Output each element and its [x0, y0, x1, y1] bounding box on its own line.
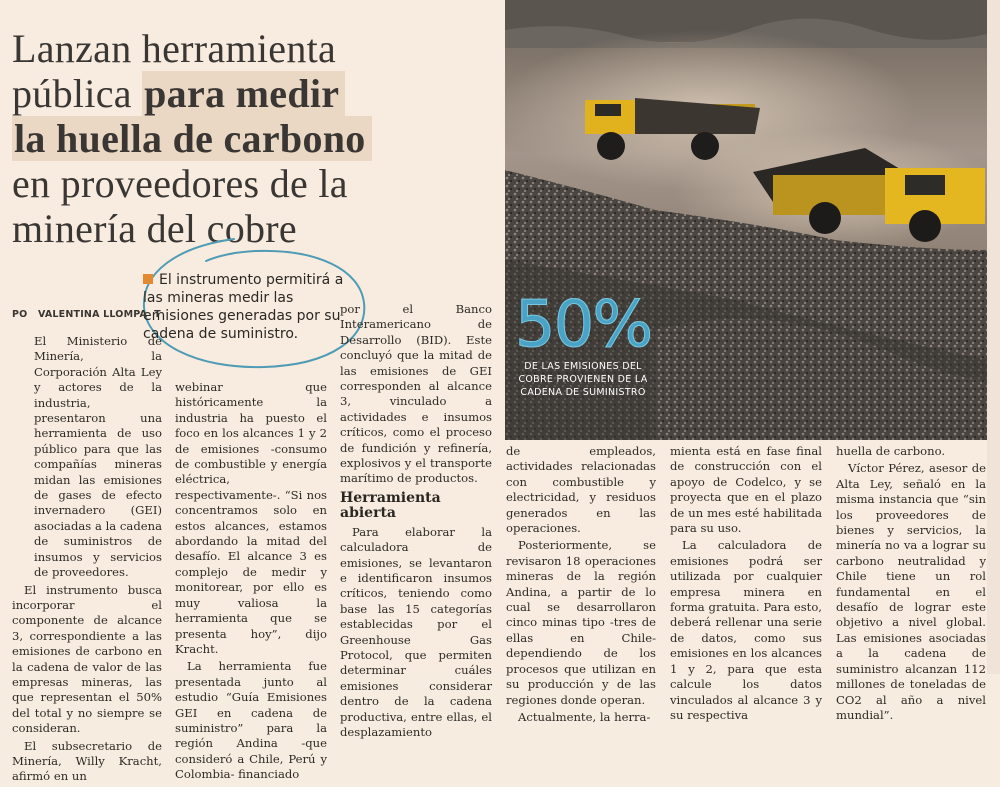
stat-number: 50% [514, 288, 652, 362]
paragraph: mienta está en fase final de construcción con el apoyo de Codelco, y se proyecta que en el plazo de un mes esté habilitada para su uso. [670, 444, 822, 536]
paragraph: Víctor Pérez, asesor de Alta Ley, señaló en la misma instancia que “sin los proveedores de bienes y servicios, la minería no va a lograr su carbono neutralidad y Chile tiene un rol fundamental en el desafío de lograr este objetivo a nivel global. Las emisiones asociadas a la cadena de suministro alcanzan 112 millones de toneladas de CO2 al año a nivel mundial”. [836, 461, 986, 722]
paragraph: El subsecretario de Minería, Willy Kracht, afirmó en un [12, 738, 162, 784]
column-1 [12, 334, 162, 787]
paragraph: El Ministerio de Minería, la Corporación Alta Ley y actores de la industria, presentaron una herramienta de uso público para que las compañías mineras midan las emisiones de gases de efecto invernadero (GEI) asociadas a la cadena de suministros de insumos y servicios de proveedores. [34, 334, 162, 580]
column-2 [175, 380, 327, 785]
headline-line-5: minería del cobre [12, 206, 297, 251]
paragraph: Actualmente, la herra- [518, 709, 651, 724]
paragraph: La herramienta fue presentada junto al estudio “Guía Emisiones GEI en cadena de suministro” para la región Andina -que consideró a Chile, Perú y Colombia- financiado [175, 659, 327, 782]
highlight-quote [143, 271, 358, 343]
headline [12, 26, 492, 251]
headline-line-3: la huella de carbono [12, 116, 372, 161]
column-3 [340, 302, 492, 742]
paragraph: El instrumento busca incorporar el componente de alcance 3, correspondiente a las emisiones de carbono en la cadena de valor de las empresas mineras, las que representan el 50% del total y no siempre se consideran. [12, 582, 162, 736]
headline-line-4: en proveedores de la [12, 161, 348, 206]
paragraph: de empleados, actividades relacionadas con combustible y electricidad, y residuos generados en las operaciones. [506, 444, 656, 536]
highlight-text: El instrumento permitirá a las mineras medir las emisiones generadas por su cadena de suministro. [143, 272, 344, 342]
paragraph: Posteriormente, se revisaron 18 operaciones mineras de la región Andina, a partir de lo cual se desarrollaron cinco minas tipo -tres de ellas en Chile- dependiendo de los procesos que utilizan en su producción y de las regiones donde operan. [506, 538, 656, 707]
stat-callout [510, 290, 656, 430]
section-heading: Herramienta abierta [340, 489, 441, 522]
paragraph: La calculadora de emisiones podrá ser utilizada por cualquier empresa minera en forma gratuita. Para esto, deberá rellenar una serie de datos, como sus emisiones en los alcances 1 y 2, para que esta calcule los datos vinculados al alcance 3 y su respectiva [670, 538, 822, 722]
headline-line-1: Lanzan herramienta [12, 26, 337, 71]
byline: PO VALENTINA LLOMPA T [12, 309, 161, 320]
orange-square-icon [143, 274, 153, 284]
stat-caption: DE LAS EMISIONES DEL COBRE PROVIENEN DE LA CADENA DE SUMINISTRO [518, 361, 648, 398]
column-6 [836, 444, 986, 725]
paragraph: por el Banco Interamericano de Desarrollo (BID). Este concluyó que la mitad de las emisiones de GEI corresponden al alcance 3, vinculado a actividades e insumos críticos, como el proceso de fundición y refinería, explosivos y el transporte marítimo de productos. [340, 302, 492, 486]
column-4 [506, 444, 656, 727]
column-5 [670, 444, 822, 725]
page-edge [987, 0, 1000, 674]
paragraph: webinar que históricamente la industria ha puesto el foco en los alcances 1 y 2 de emisiones -consumo de combustible y energía eléctrica, respectivamente-. “Si nos concentramos solo en estos alcances, estamos abordando la mitad del desafío. El alcance 3 es complejo de medir y monitorear, por ello es muy valiosa la herramienta que se presenta hoy”, dijo Kracht. [175, 380, 327, 656]
headline-line-2b: para medir [142, 71, 345, 116]
headline-line-2a: pública [12, 71, 143, 116]
paragraph: huella de carbono. [836, 444, 946, 458]
paragraph: Para elaborar la calculadora de emisiones, se levantaron e identificaron insumos críticos, teniendo como base las 15 categorías establecidas por el Greenhouse Gas Protocol, que permiten determinar cuáles emisiones considerar dentro de la cadena productiva, entre ellas, el desplazamiento [340, 524, 492, 739]
